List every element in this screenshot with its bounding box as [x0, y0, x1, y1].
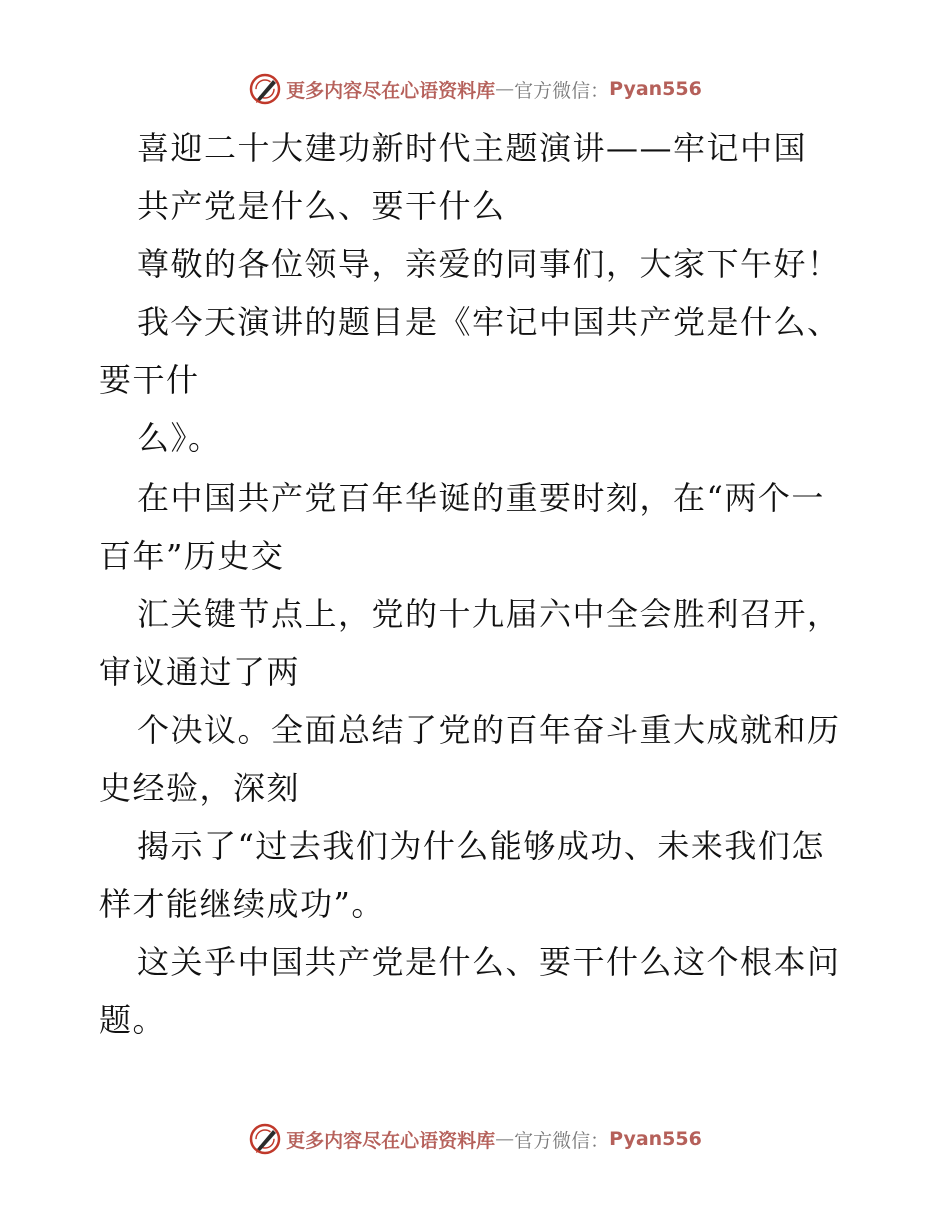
banner-brand-text: 更多内容尽在心语资料库	[286, 79, 496, 102]
document-title-line-2: 共产党是什么、要干什么	[137, 187, 506, 225]
paragraph-line: 汇关键节点上，党的十九届六中全会胜利召开，	[137, 595, 841, 633]
paragraph-line: 揭示了“过去我们为什么能够成功、未来我们怎	[137, 827, 825, 865]
banner-wechat-label: 官方微信：	[514, 1129, 610, 1152]
banner-brand-text: 更多内容尽在心语资料库	[286, 1129, 496, 1152]
document-title-line-1: 喜迎二十大建功新时代主题演讲——牢记中国	[137, 129, 808, 167]
paragraph-line: 尊敬的各位领导，亲爱的同事们，大家下午好！	[137, 245, 841, 283]
paragraph-line: 审议通过了两	[99, 653, 301, 691]
paragraph-line: 在中国共产党百年华诞的重要时刻，在“两个一	[137, 479, 825, 517]
banner-separator: —	[495, 1128, 515, 1150]
paragraph-line: 史经验，深刻	[99, 769, 301, 807]
paragraph-line: 题。	[99, 1001, 167, 1039]
paragraph-line: 百年”历史交	[99, 537, 285, 575]
header-banner	[0, 69, 950, 109]
paragraph-line: 这关乎中国共产党是什么、要干什么这个根本问	[137, 943, 841, 981]
pen-logo-icon	[248, 1122, 282, 1156]
pen-logo-icon	[248, 72, 282, 106]
banner-wechat-id: Pyan556	[609, 1128, 702, 1150]
paragraph-line: 样才能继续成功”。	[99, 885, 385, 923]
footer-banner	[0, 1119, 950, 1159]
banner-separator: —	[495, 78, 515, 100]
paragraph-line: 要干什	[99, 361, 200, 399]
banner-wechat-label: 官方微信：	[514, 79, 610, 102]
paragraph-line: 么》。	[137, 419, 222, 457]
paragraph-line: 我今天演讲的题目是《牢记中国共产党是什么、	[137, 303, 841, 341]
paragraph-line: 个决议。全面总结了党的百年奋斗重大成就和历	[137, 711, 841, 749]
banner-wechat-id: Pyan556	[609, 78, 702, 100]
